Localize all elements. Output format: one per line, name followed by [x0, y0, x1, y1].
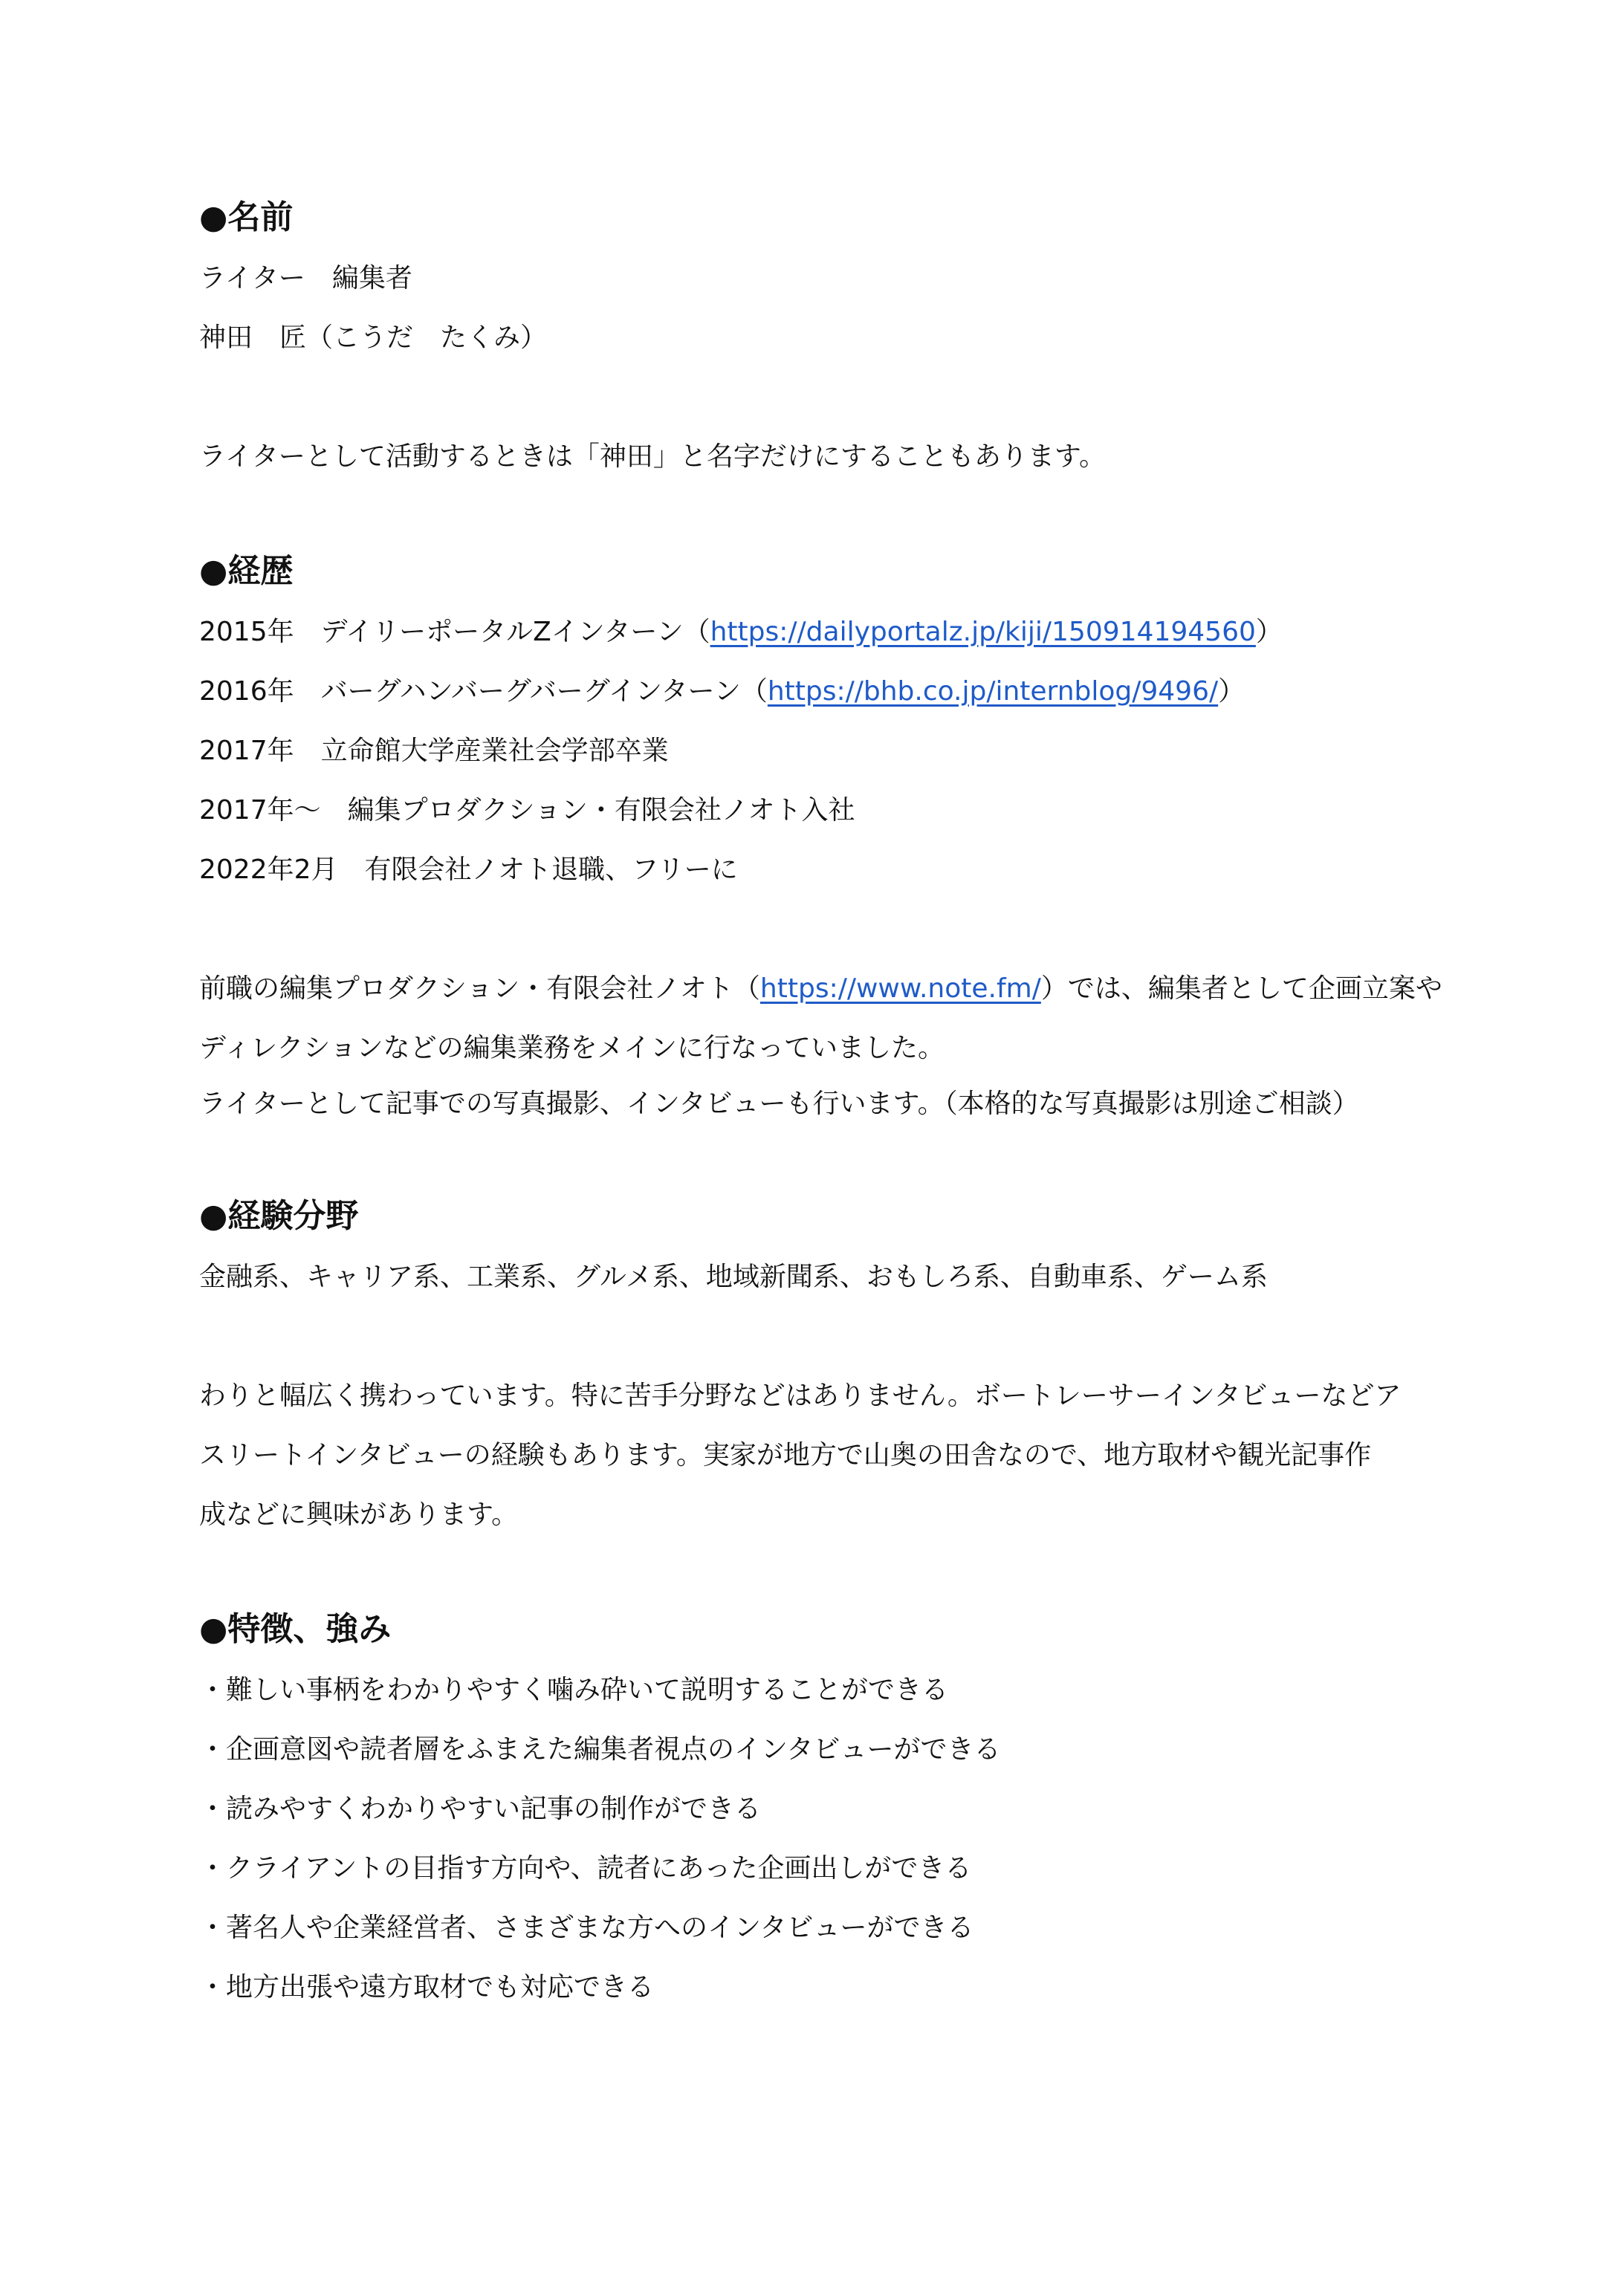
heading-career: ●経歴 [199, 552, 294, 590]
profile-document [199, 197, 1442, 2017]
strength-item: ・難しい事柄をわかりやすく噛み砕いて説明することができる [199, 1675, 949, 1705]
experience-fields: 金融系、キャリア系、工業系、グルメ系、地域新聞系、おもしろ系、自動車系、ゲーム系 [199, 1262, 1268, 1292]
career-entry-text: 2015年 デイリーポータルZインターン（ [199, 617, 710, 647]
strength-item: ・読みやすくわかりやすい記事の制作ができる [199, 1794, 762, 1824]
career-paragraph-line: ディレクションなどの編集業務をメインに行なっていました。 [199, 1033, 945, 1063]
strength-item: ・著名人や企業経営者、さまざまな方へのインタビューができる [199, 1913, 974, 1943]
career-entry-text: 2016年 バーグハンバーグバーグインターン（ [199, 676, 768, 707]
section-experience [199, 1196, 1433, 1545]
strength-item: ・クライアントの目指す方向や、読者にあった企画出しができる [199, 1853, 972, 1884]
career-paragraph-line [199, 959, 1442, 1019]
section-career [199, 551, 1442, 1130]
career-entry [199, 662, 1433, 721]
strength-item: ・企画意図や読者層をふまえた編集者視点のインタビューができる [199, 1734, 1001, 1765]
heading-name: ●名前 [199, 198, 294, 236]
career-entry: 2022年2月 有限会社ノオト退職、フリーに [199, 854, 738, 885]
career-paragraph-text: ）では、編集者として企画立案や [1040, 973, 1442, 1004]
career-entry [199, 603, 1433, 662]
career-paragraph-line: ライターとして記事での写真撮影、インタビューも行います。（本格的な写真撮影は別途ご相談） [199, 1089, 1359, 1119]
section-strengths [199, 1609, 1433, 2017]
name-note: ライターとして活動するときは「神田」と名字だけにすることもあります。 [199, 441, 1107, 472]
career-entry-text: ） [1255, 617, 1283, 647]
heading-experience: ●経験分野 [199, 1197, 359, 1235]
heading-strengths: ●特徴、強み [199, 1610, 392, 1648]
job-title: ライター 編集者 [199, 263, 412, 294]
career-link-dailyportalz[interactable]: https://dailyportalz.jp/kiji/150914194560 [710, 617, 1256, 647]
career-link-bhb[interactable]: https://bhb.co.jp/internblog/9496/ [767, 676, 1219, 707]
career-entry: 2017年 立命館大学産業社会学部卒業 [199, 736, 669, 766]
career-paragraph-text: 前職の編集プロダクション・有限会社ノオト（ [199, 973, 760, 1004]
experience-paragraph-line: スリートインタビューの経験もあります。実家が地方で山奥の田舎なので、地方取材や観光記事作 [199, 1440, 1372, 1470]
career-entry: 2017年～ 編集プロダクション・有限会社ノオト入社 [199, 795, 855, 826]
strength-item: ・地方出張や遠方取材でも対応できる [199, 1972, 655, 2002]
experience-paragraph-line: わりと幅広く携わっています。特に苦手分野などはありません。ボートレーサーインタビューなどア [199, 1381, 1402, 1411]
experience-paragraph-line: 成などに興味があります。 [199, 1499, 519, 1530]
career-link-note[interactable]: https://www.note.fm/ [759, 973, 1041, 1004]
author-name: 神田 匠（こうだ たくみ） [199, 322, 548, 353]
career-entry-text: ） [1218, 676, 1245, 707]
section-name [199, 197, 1433, 487]
